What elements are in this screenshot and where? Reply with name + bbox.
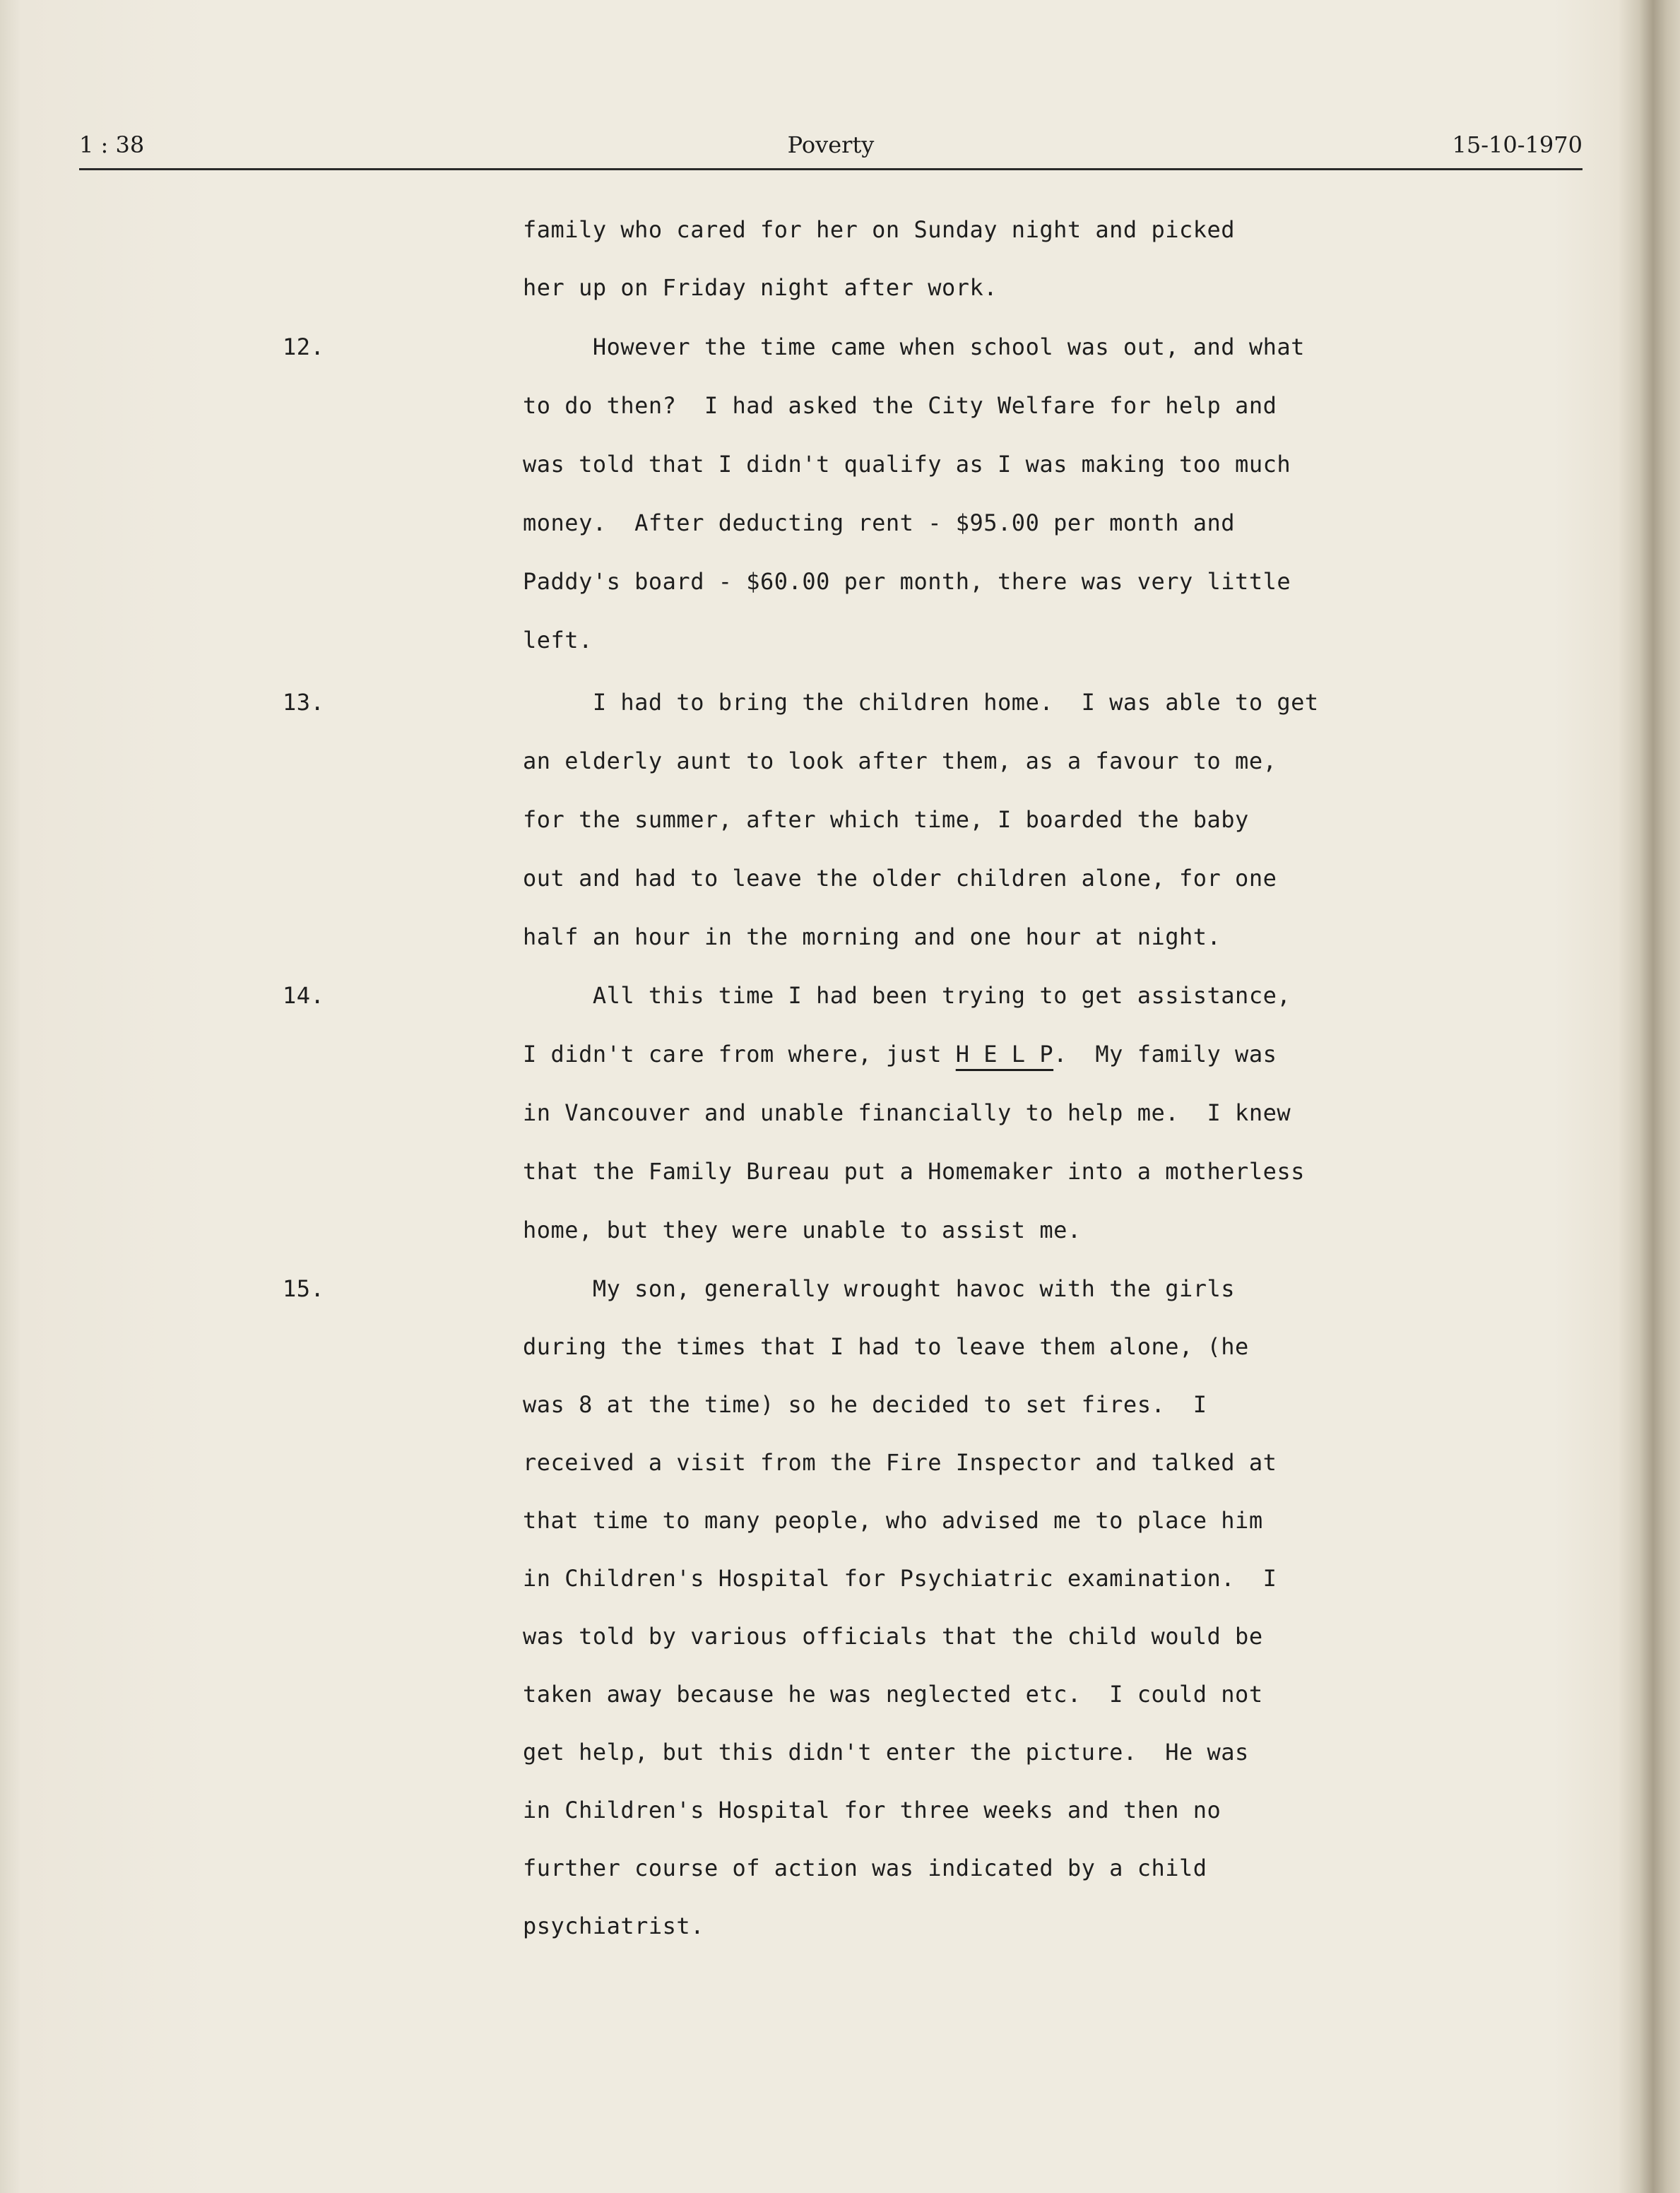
text-line: received a visit from the Fire Inspector and talked at (523, 1449, 1277, 1476)
text-line: in Children's Hospital for three weeks and then no (523, 1797, 1221, 1823)
text-line: was told that I didn't qualify as I was making too much (523, 451, 1291, 478)
paragraph-number: 13. (283, 689, 325, 716)
text-fragment: I didn't care from where, just (523, 1041, 956, 1068)
help-underlined: H E L P (955, 1041, 1054, 1068)
page-title: Poverty (787, 131, 875, 158)
text-fragment: . My family was (1053, 1041, 1277, 1068)
page-header (79, 131, 1583, 170)
text-line: Paddy's board - $60.00 per month, there was very little (523, 568, 1291, 595)
paragraph-number: 14. (283, 982, 325, 1009)
text-line: family who cared for her on Sunday night and picked (523, 216, 1236, 243)
text-line: However the time came when school was out, and what (523, 333, 1305, 360)
text-line: an elderly aunt to look after them, as a favour to me, (523, 747, 1277, 774)
paragraph-number: 15. (283, 1275, 325, 1302)
text-line: was told by various officials that the child would be (523, 1623, 1263, 1650)
text-line: that the Family Bureau put a Homemaker into a motherless (523, 1158, 1305, 1185)
text-line: get help, but this didn't enter the picture. He was (523, 1739, 1249, 1766)
text-line: psychiatrist. (523, 1913, 704, 1939)
text-line: left. (523, 627, 593, 654)
paragraph-number: 12. (283, 333, 325, 360)
text-line: was 8 at the time) so he decided to set fires. I (523, 1391, 1207, 1418)
text-line: All this time I had been trying to get assistance, (523, 982, 1291, 1009)
text-line: to do then? I had asked the City Welfare for help and (523, 392, 1277, 419)
text-line: taken away because he was neglected etc. I could not (523, 1681, 1263, 1708)
page-date: 15-10-1970 (1452, 131, 1583, 158)
text-line: that time to many people, who advised me to place him (523, 1507, 1263, 1534)
text-line: her up on Friday night after work. (523, 274, 998, 301)
text-line: in Vancouver and unable financially to help me. I knew (523, 1099, 1291, 1126)
text-line: I had to bring the children home. I was able to get (523, 689, 1319, 716)
text-line: half an hour in the morning and one hour at night. (523, 923, 1221, 950)
text-line-help (523, 1041, 1277, 1068)
bleed-through-text (1314, 0, 1653, 2193)
text-line: in Children's Hospital for Psychiatric examination. I (523, 1565, 1277, 1592)
text-line: further course of action was indicated by a child (523, 1855, 1207, 1881)
page-reference: 1 : 38 (79, 131, 145, 158)
text-line: My son, generally wrought havoc with the girls (523, 1275, 1236, 1302)
text-line: for the summer, after which time, I boarded the baby (523, 806, 1249, 833)
text-line: during the times that I had to leave them alone, (he (523, 1333, 1249, 1360)
text-line: out and had to leave the older children alone, for one (523, 865, 1277, 892)
text-line: home, but they were unable to assist me. (523, 1217, 1082, 1243)
text-line: money. After deducting rent - $95.00 per month and (523, 509, 1236, 536)
